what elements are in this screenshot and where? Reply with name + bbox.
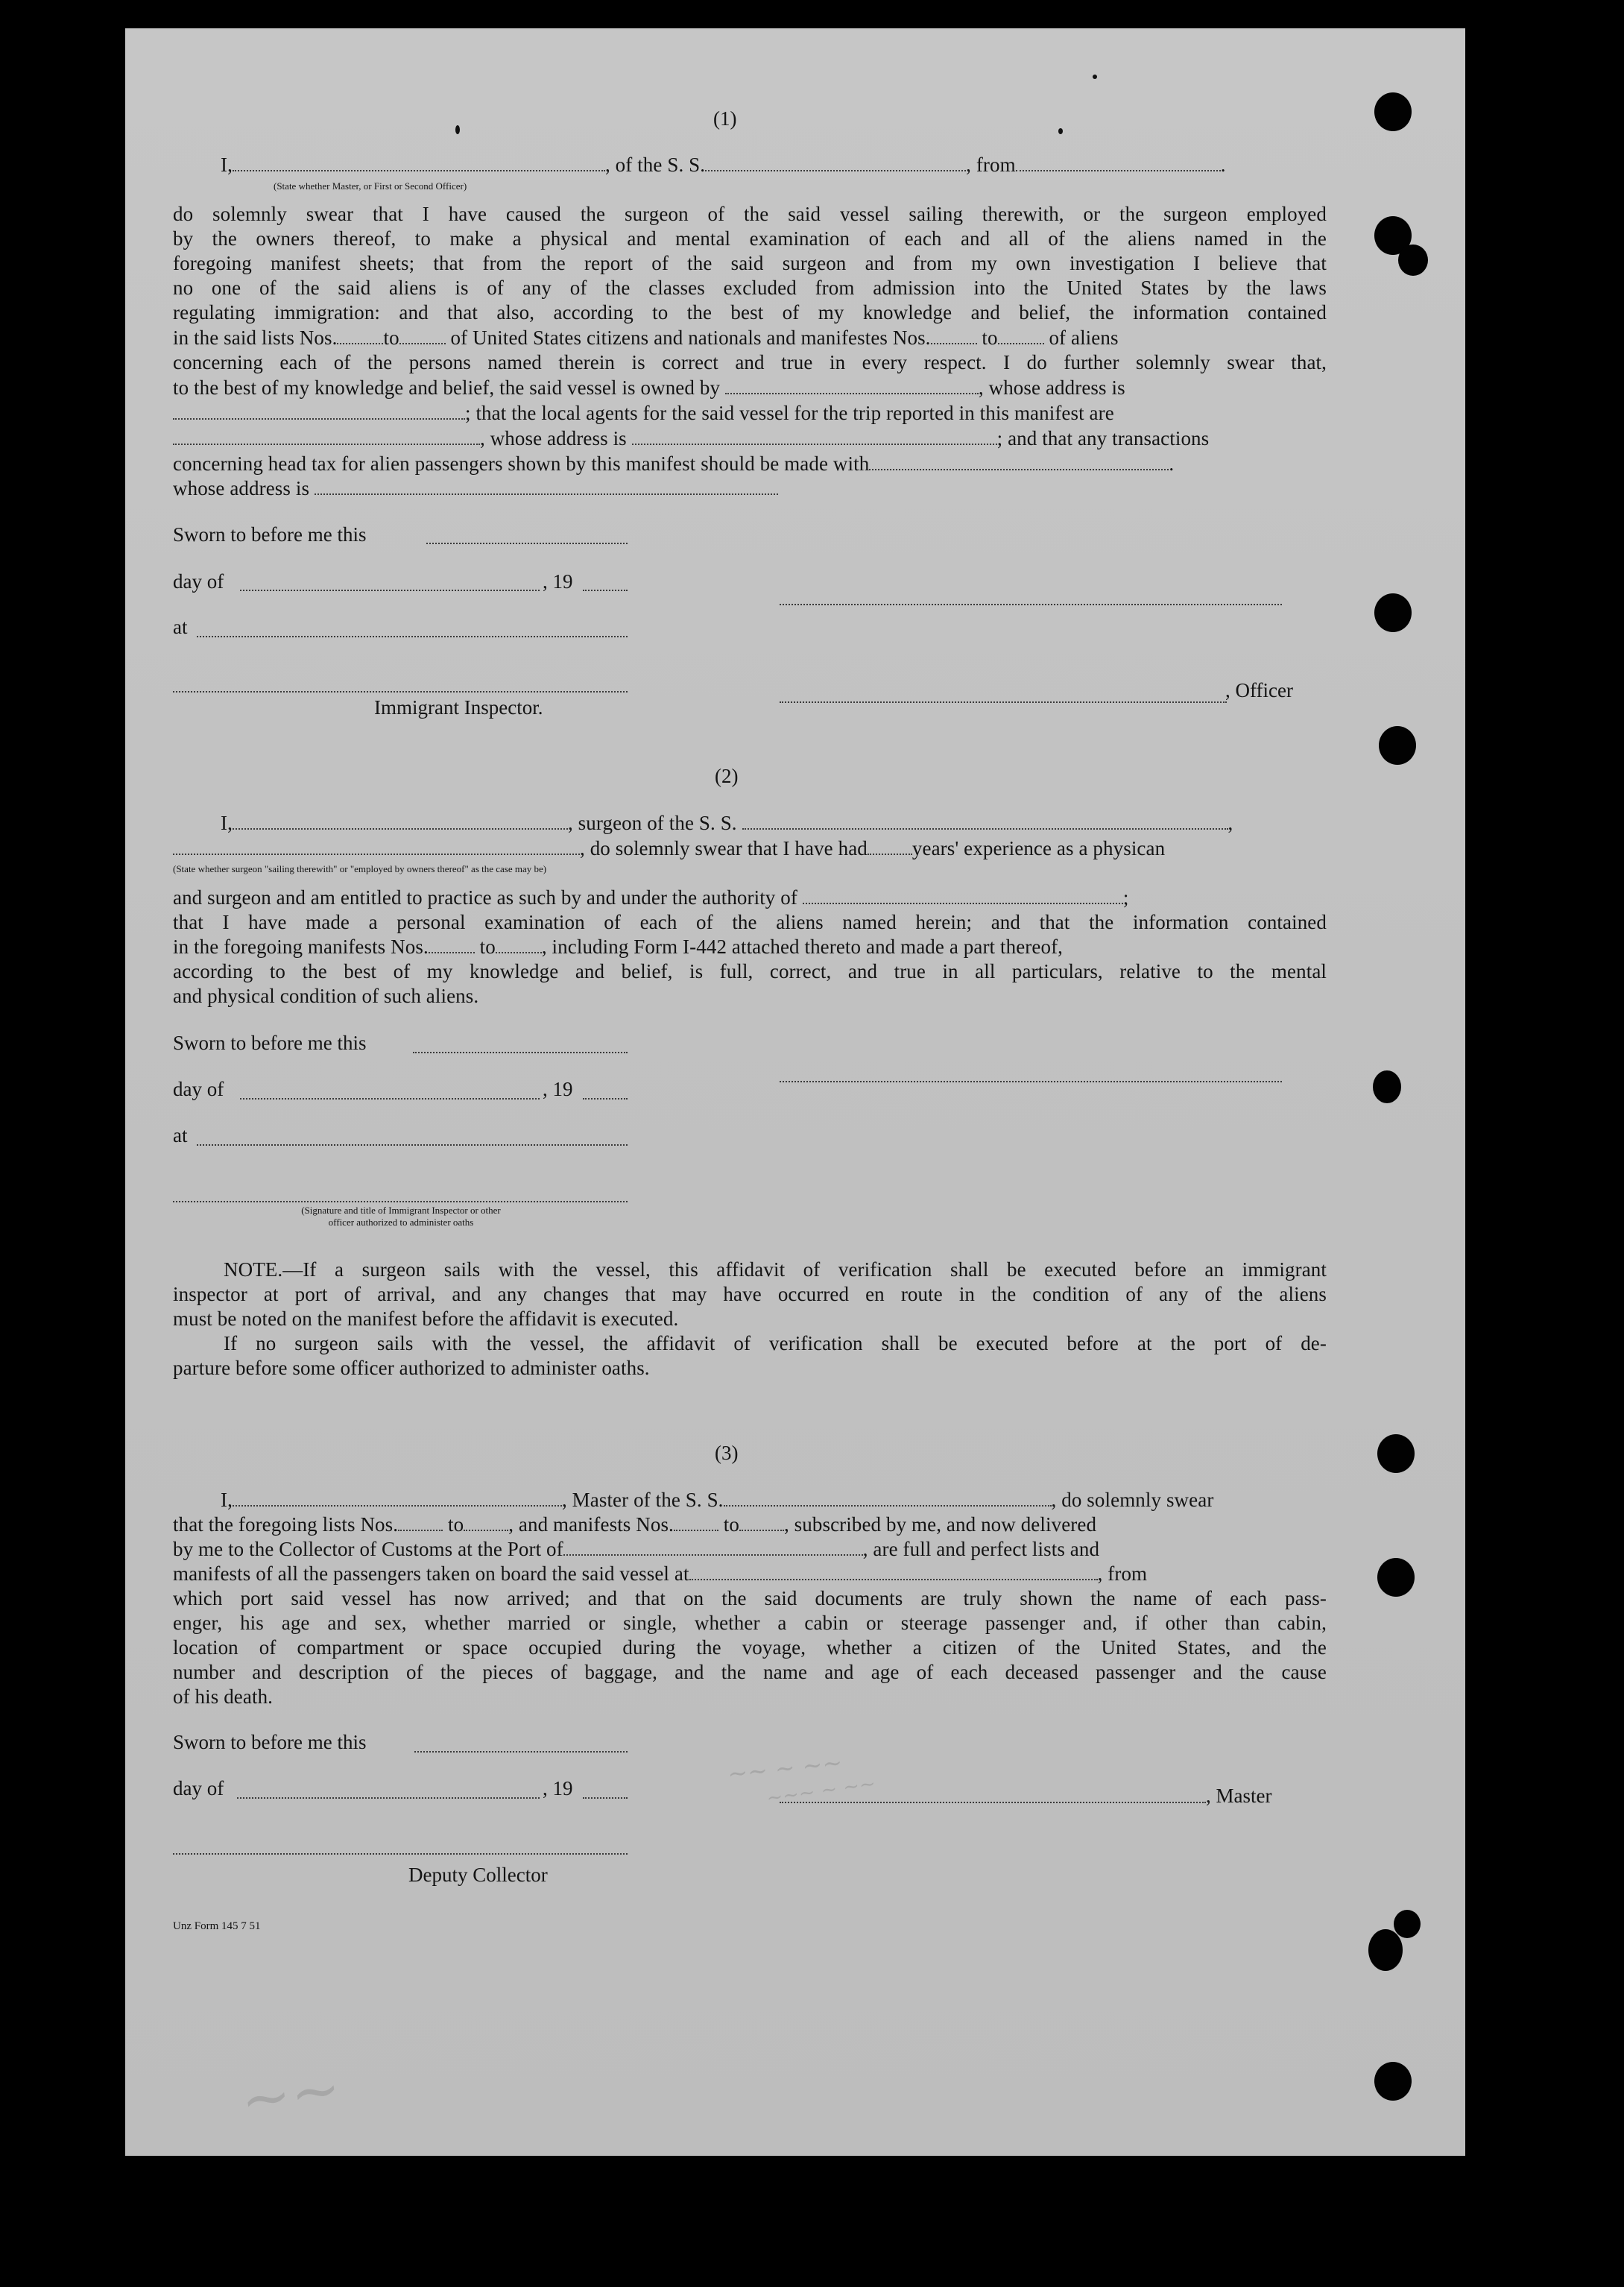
section2-line6: according to the best of my knowledge and belief, is full, correct, and true in all particulars, relative to the mental [173,960,1327,982]
section-number: (3) [715,1442,739,1464]
pencil-scribble: ~~ ~ ~~ [726,1748,844,1788]
document-page [125,28,1465,2156]
year-label: , 19 [543,570,573,593]
inspector-signature-line[interactable] [173,691,628,693]
pencil-scribble: ~~~ ~ ~~ [765,1772,877,1811]
section1-line12: concerning head tax for alien passengers shown by this manifest should be made with . [173,452,1175,475]
pencil-scribble: ~~ [236,2053,345,2136]
punch-hole [1368,1929,1403,1971]
section3-line2: that the foregoing lists Nos. to , and manifests Nos. to , subscribed by me, and now delivered [173,1513,1097,1536]
day-of-label: day of [173,1078,224,1100]
form-id: Unz Form 145 7 51 [173,1920,261,1932]
section3-line4: manifests of all the passengers taken on board the said vessel at , from [173,1562,1148,1585]
punch-hole [1379,726,1416,765]
punch-hole [1377,1434,1415,1473]
section2-line7: and physical condition of such aliens. [173,985,479,1007]
surgeon-name-field[interactable] [233,812,568,830]
section2-line1: I, , surgeon of the S. S. , [221,812,1233,834]
surgeon-signature-line[interactable] [780,1081,1282,1082]
authority-field[interactable] [803,886,1123,904]
section-number: (2) [715,765,739,787]
boarding-port-field[interactable] [689,1562,1098,1580]
master-field-note: (State whether Master, or First or Second Officer) [274,180,467,192]
owner-field[interactable] [725,376,979,394]
year-field[interactable] [583,1797,628,1799]
surgeon-status-note: (State whether surgeon "sailing therewith" or "employed by owners thereof" as the case may be) [173,863,547,874]
month-field[interactable] [237,1797,540,1799]
owner-address-field[interactable] [173,402,465,420]
master-name-field[interactable] [233,154,605,171]
section1-line2: do solemnly swear that I have caused the surgeon of the said vessel sailing therewith, or the surgeon employed [173,203,1327,225]
section3-line7: location of compartment or space occupied during the voyage, whether a citizen of the United States, and the [173,1636,1327,1659]
section3-line1: I, , Master of the S. S. , do solemnly swear [221,1489,1214,1511]
master-label: , Master [1206,1785,1272,1807]
manifests-to-field[interactable] [998,327,1044,344]
note-line4: If no surgeon sails with the vessel, the affidavit of verification shall be executed before at the port of de- [224,1332,1327,1354]
port-from-field[interactable] [1016,154,1221,171]
head-tax-address-field[interactable] [315,477,778,495]
section2-line4: that I have made a personal examination of each of the aliens named herein; and that the information contained [173,911,1327,933]
head-tax-contact-field[interactable] [869,452,1169,470]
ship-name-field[interactable] [705,154,966,171]
manifests-from-field[interactable] [674,1513,718,1531]
section3-line8: number and description of the pieces of baggage, and the name and age of each deceased passenger and the cause [173,1661,1327,1683]
note-line5: parture before some officer authorized to administer oaths. [173,1357,650,1379]
speck [1058,128,1063,134]
sworn-date-field[interactable] [414,1751,628,1753]
signature-title-note: (Signature and title of Immigrant Inspector or other officer authorized to administer oaths [301,1205,501,1228]
officer-title-line[interactable] [780,701,1227,703]
manifests-from-field[interactable] [931,327,977,344]
section3-line9: of his death. [173,1685,274,1708]
section1-line1: I, , of the S. S. , from . [221,154,1226,176]
ship-name-field[interactable] [724,1489,1052,1507]
section1-line6: regulating immigration: and that also, according to the best of my knowledge and belief, the information contained [173,301,1327,324]
year-label: , 19 [543,1078,573,1100]
surgeon-manifests-from-field[interactable] [429,936,475,953]
surgeon-status-field[interactable] [173,837,580,855]
section2-line5: in the foregoing manifests Nos. to , including Form I-442 attached thereto and made a part thereof, [173,936,1064,958]
manifests-to-field[interactable] [739,1513,784,1531]
port-field[interactable] [563,1538,863,1556]
immigrant-inspector-label: Immigrant Inspector. [374,696,543,719]
speck [455,125,460,134]
section-number: (1) [713,107,737,130]
official-signature-line[interactable] [173,1201,628,1202]
section3-line5: which port said vessel has now arrived; and that on the said documents are truly shown the name of each pass- [173,1587,1327,1609]
section2-line2: , do solemnly swear that I have had years' experience as a physican [173,836,1165,861]
deputy-collector-label: Deputy Collector [408,1864,548,1886]
punch-hole [1394,1910,1421,1938]
year-field[interactable] [583,590,628,591]
section3-line3: by me to the Collector of Customs at the Port of , are full and perfect lists and [173,1538,1100,1560]
section1-line3: by the owners thereof, to make a physical and mental examination of each and all of the aliens named in the [173,227,1327,250]
punch-hole [1374,593,1412,632]
year-label: , 19 [543,1777,573,1799]
section1-line8: concerning each of the persons named therein is correct and true in every respect. I do further solemnly swear that, [173,351,1327,373]
years-experience-field[interactable] [868,837,912,855]
section1-line10: ; that the local agents for the said vessel for the trip reported in this manifest are [173,400,1114,426]
punch-hole [1374,92,1412,131]
month-field[interactable] [240,1098,540,1100]
section1-line5: no one of the said aliens is of any of the classes excluded from admission into the United States by the laws [173,277,1327,299]
section3-line6: enger, his age and sex, whether married or single, whether a cabin or steerage passenger and, if other than cabin, [173,1612,1327,1634]
section1-line13: whose address is [173,476,778,501]
punch-hole [1374,2062,1412,2101]
section1-line11: , whose address is ; and that any transactions [173,426,1209,451]
sworn-label: Sworn to before me this [173,523,367,546]
place-field[interactable] [197,636,628,637]
sworn-date-field[interactable] [413,1052,628,1053]
place-field[interactable] [197,1144,628,1146]
at-label: at [173,616,188,638]
master-name-field[interactable] [233,1489,562,1507]
speck [1093,75,1097,79]
master-signature-line[interactable] [780,1802,1206,1803]
section2-line3: and surgeon and am entitled to practice as such by and under the authority of ; [173,886,1129,909]
agents-address-field[interactable] [632,427,997,445]
lists-from-field[interactable] [337,327,383,344]
note-line1: NOTE.—If a surgeon sails with the vessel, this affidavit of verification shall be executed before an immigrant [224,1258,1327,1281]
punch-hole [1373,1070,1401,1103]
section1-line9: to the best of my knowledge and belief, the said vessel is owned by , whose address is [173,376,1125,399]
lists-from-field[interactable] [398,1513,443,1531]
local-agents-field[interactable] [173,427,480,445]
month-field[interactable] [240,590,540,591]
surgeon-manifests-to-field[interactable] [496,936,542,953]
note-line2: inspector at port of arrival, and any changes that may have occurred en route in the condition of any of the aliens [173,1283,1327,1305]
section1-line4: foregoing manifest sheets; that from the report of the said surgeon and from my own investigation I believe that [173,252,1327,274]
day-of-label: day of [173,1777,224,1799]
sworn-label: Sworn to before me this [173,1032,367,1054]
lists-to-field[interactable] [399,327,446,344]
officer-label: , Officer [1225,679,1293,701]
at-label: at [173,1124,188,1146]
collector-signature-line[interactable] [173,1853,628,1855]
note-line3: must be noted on the manifest before the affidavit is executed. [173,1307,679,1330]
surgeon-ship-field[interactable] [742,812,1228,830]
punch-hole [1398,245,1428,276]
officer-signature-line[interactable] [780,604,1282,605]
day-of-label: day of [173,570,224,593]
section1-line7: in the said lists Nos. to of United States citizens and nationals and manifestes Nos. to of aliens [173,327,1119,349]
lists-to-field[interactable] [464,1513,508,1531]
sworn-date-field[interactable] [426,543,628,544]
year-field[interactable] [583,1098,628,1100]
sworn-label: Sworn to before me this [173,1731,367,1753]
punch-hole [1377,1558,1415,1597]
